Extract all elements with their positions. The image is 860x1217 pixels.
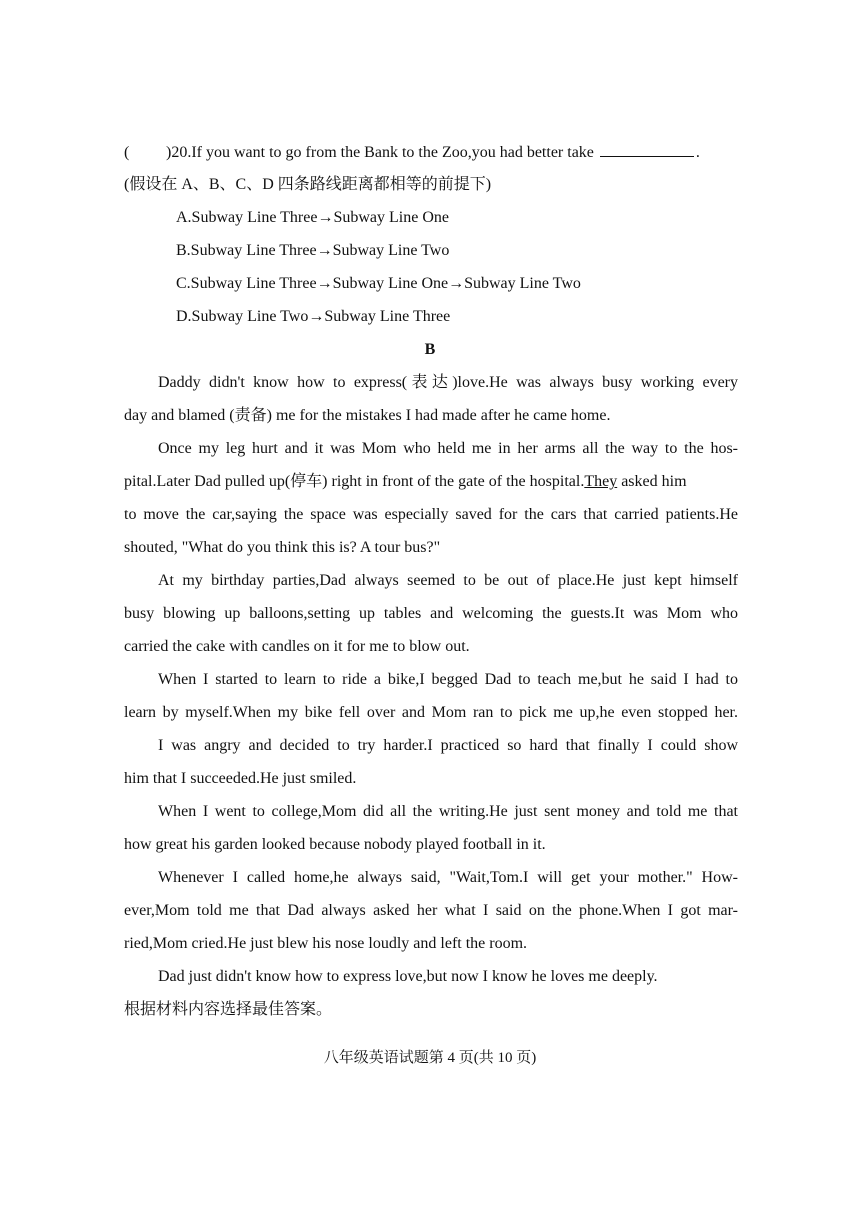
passage-line: Dad just didn't know how to express love,but now I know he loves me deeply.: [158, 968, 658, 985]
answer-bracket: (: [124, 144, 130, 161]
underlined-word: They: [584, 473, 618, 490]
question-20-text: 20.If you want to go from the Bank to the Zoo,you had better take: [171, 144, 594, 161]
instruction: 根据材料内容选择最佳答案。: [124, 1001, 333, 1018]
option-a: A.Subway Line Three→Subway Line One: [176, 209, 449, 226]
passage-line: At my birthday parties,Dad always seemed to be out of place.He just kept himself: [158, 572, 738, 589]
passage-line: I was angry and decided to try harder.I practiced so hard that finally I could show: [158, 737, 738, 754]
option-b: B.Subway Line Three→Subway Line Two: [176, 242, 450, 259]
passage-line: Daddy didn't know how to express(表达)love.He was always busy working every: [158, 374, 738, 391]
passage-line: ried,Mom cried.He just blew his nose loudly and left the room.: [124, 935, 528, 952]
passage-line: busy blowing up balloons,setting up tables and welcoming the guests.It was Mom who: [124, 605, 738, 622]
passage-line-with-underline: pital.Later Dad pulled up(停车) right in front of the gate of the hospital.They asked him: [124, 473, 687, 490]
option-c: C.Subway Line Three→Subway Line One→Subway Line Two: [176, 275, 581, 292]
passage-line: carried the cake with candles on it for me to blow out.: [124, 638, 470, 655]
passage-line: day and blamed (责备) me for the mistakes I had made after he came home.: [124, 407, 611, 424]
passage-line: to move the car,saying the space was especially saved for the cars that carried patients.He: [124, 506, 738, 523]
passage-line: him that I succeeded.He just smiled.: [124, 770, 357, 787]
option-d: D.Subway Line Two→Subway Line Three: [176, 308, 451, 325]
passage-line: When I started to learn to ride a bike,I begged Dad to teach me,but he said I had to: [158, 671, 738, 688]
passage-line: shouted, "What do you think this is? A tour bus?": [124, 539, 441, 556]
section-label: B: [424, 341, 436, 358]
passage-line: Whenever I called home,he always said, "Wait,Tom.I will get your mother." How-: [158, 869, 738, 886]
question-20-condition: (假设在 A、B、C、D 四条路线距离都相等的前提下): [124, 176, 492, 193]
passage-line: When I went to college,Mom did all the writing.He just sent money and told me that: [158, 803, 738, 820]
page-footer: 八年级英语试题第 4 页(共 10 页): [323, 1050, 537, 1066]
passage-line: Once my leg hurt and it was Mom who held me in her arms all the way to the hos-: [158, 440, 738, 457]
passage-line: ever,Mom told me that Dad always asked her what I said on the phone.When I got mar-: [124, 902, 738, 919]
answer-blank: [600, 142, 694, 157]
passage-line: learn by myself.When my bike fell over and Mom ran to pick me up,he even stopped her.: [124, 704, 738, 721]
passage-line: how great his garden looked because nobody played football in it.: [124, 836, 546, 853]
question-20-stem: ( )20.If you want to go from the Bank to the Zoo,you had better take .: [124, 144, 700, 161]
